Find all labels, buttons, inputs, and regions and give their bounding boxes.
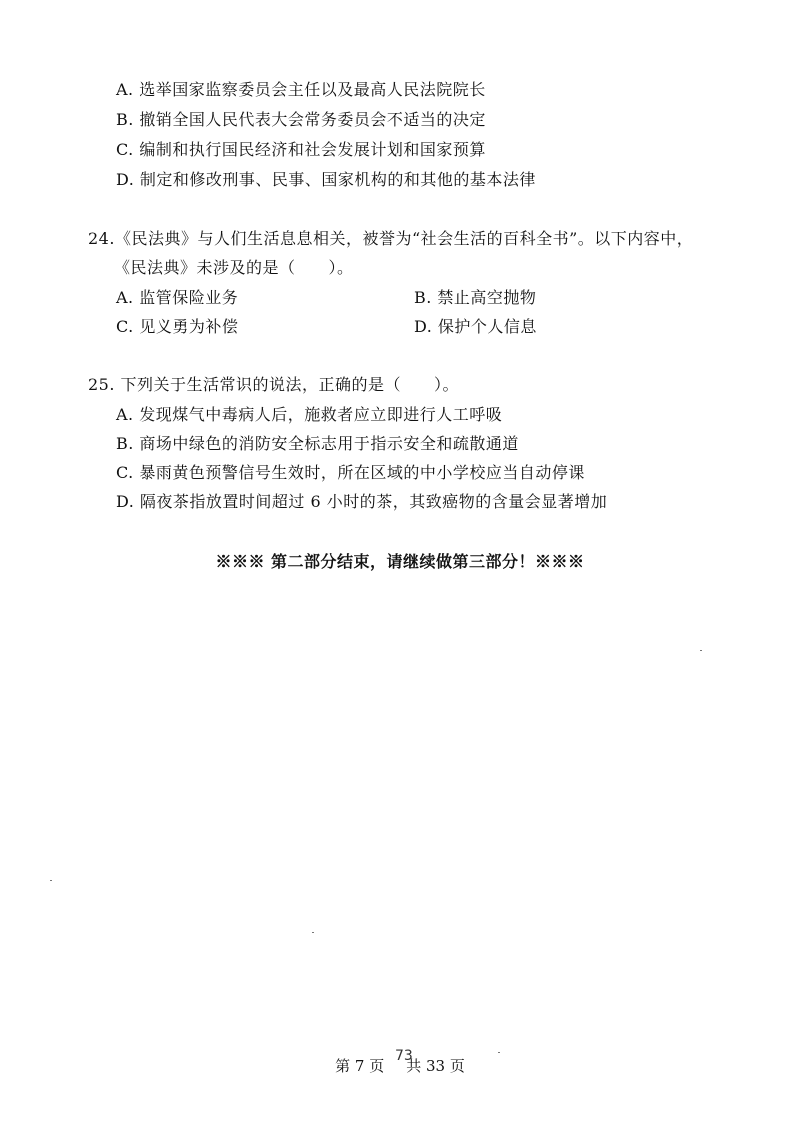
q25-option-b: B. 商场中绿色的消防安全标志用于指示安全和疏散通道 [116, 434, 519, 453]
q25-option-a: A. 发现煤气中毒病人后，施救者应立即进行人工呼吸 [116, 405, 503, 424]
scan-speck [50, 880, 52, 881]
page-number: 第 7 页 [335, 1057, 385, 1075]
q24-option-d: D. 保护个人信息 [414, 317, 537, 336]
q25-option-c: C. 暴雨黄色预警信号生效时，所在区域的中小学校应当自动停课 [116, 463, 585, 482]
q25-option-d: D. 隔夜茶指放置时间超过 6 小时的茶，其致癌物的含量会显著增加 [116, 492, 608, 511]
q24-stem-line1: 24.《民法典》与人们生活息息相关，被誉为“社会生活的百科全书”。以下内容中， [88, 229, 694, 248]
q23-option-c: C. 编制和执行国民经济和社会发展计划和国家预算 [116, 140, 486, 159]
q25-stem: 25. 下列关于生活常识的说法，正确的是（ ）。 [88, 375, 460, 394]
page-total: 共 33 页 [406, 1057, 465, 1075]
scan-speck [498, 1052, 500, 1053]
q24-stem-line2: 《民法典》未涉及的是（ ）。 [114, 258, 354, 277]
section-end-notice: ※※※ 第二部分结束，请继续做第三部分！※※※ [215, 552, 585, 571]
q23-option-d: D. 制定和修改刑事、民事、国家机构的和其他的基本法律 [116, 170, 536, 189]
q24-option-b: B. 禁止高空抛物 [414, 288, 537, 307]
scan-speck [312, 932, 314, 933]
q24-option-c: C. 见义勇为补偿 [116, 317, 239, 336]
q23-option-b: B. 撤销全国人民代表大会常务委员会不适当的决定 [116, 110, 486, 129]
q24-option-a: A. 监管保险业务 [116, 288, 239, 307]
handwritten-page-mark: 73 [395, 1048, 413, 1064]
scan-speck [700, 650, 702, 651]
q23-option-a: A. 选举国家监察委员会主任以及最高人民法院院长 [116, 80, 486, 99]
